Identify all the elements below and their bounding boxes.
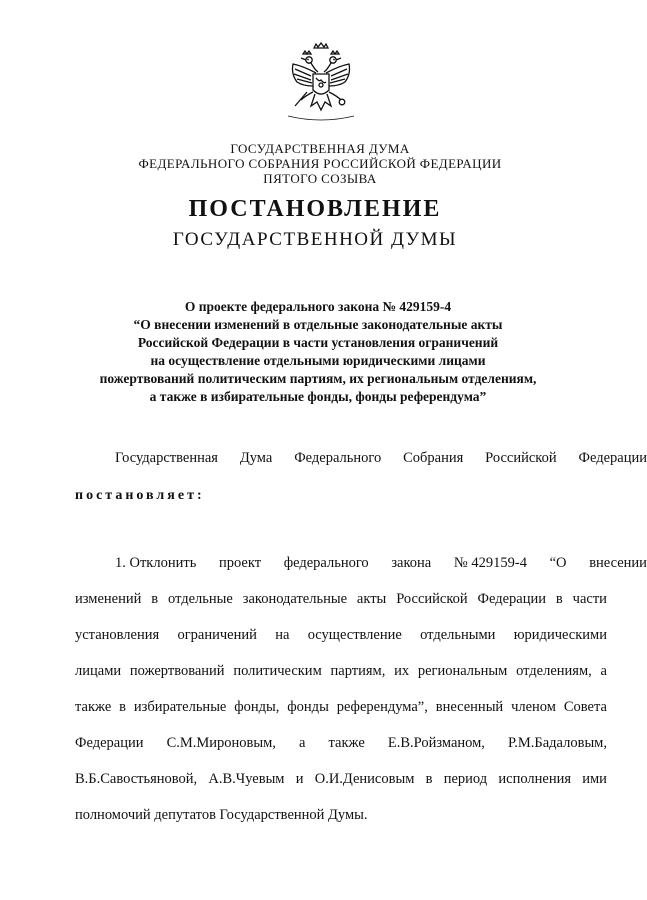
word: части <box>572 591 607 607</box>
word: партиям, <box>330 663 386 679</box>
word: Российской <box>396 591 468 607</box>
word: членом <box>511 699 556 715</box>
word: избирательные <box>133 699 227 715</box>
word: акты <box>356 591 387 607</box>
word: изменений <box>75 591 142 607</box>
document-title: ПОСТАНОВЛЕНИЕ <box>188 196 442 222</box>
word: в <box>119 699 126 715</box>
word: отделениям, <box>516 663 592 679</box>
item-1-line <box>75 662 607 680</box>
word: “О <box>549 555 567 571</box>
word: осуществление <box>307 627 402 643</box>
word: С.М.Мироновым, <box>166 735 276 751</box>
word: а <box>299 735 306 751</box>
word: юридическими <box>513 627 607 643</box>
word: региональным <box>417 663 508 679</box>
word: Р.М.Бадаловым, <box>508 735 607 751</box>
item-1-line <box>75 554 647 572</box>
preamble-word: Собрания <box>403 450 464 466</box>
word: Федерации <box>75 735 144 751</box>
word: ограничений <box>177 627 257 643</box>
word: А.В.Чуевым <box>208 771 285 787</box>
resolves-word: постановляет: <box>75 488 205 503</box>
word: период <box>443 771 488 787</box>
word: 1. Отклонить <box>115 555 197 571</box>
word: в <box>555 591 563 607</box>
word: исполнения <box>498 771 572 787</box>
state-emblem-icon <box>285 42 357 124</box>
word: Е.В.Ройзманом, <box>387 735 485 751</box>
word: проект <box>218 555 262 571</box>
word: референдума”, <box>336 699 428 715</box>
word: пожертвований <box>129 663 225 679</box>
word: внесенный <box>435 699 504 715</box>
word: также <box>75 699 112 715</box>
subject-line: пожертвований политическим партиям, их региональным отделениям, <box>99 371 537 386</box>
convocation: ПЯТОГО СОЗЫВА <box>263 171 377 186</box>
word: в <box>425 771 433 787</box>
item-1-line <box>75 698 607 716</box>
word: законодательные <box>242 591 348 607</box>
word: В.Б.Савостьяновой, <box>75 771 198 787</box>
item-1-line <box>75 770 607 788</box>
word: фонды <box>287 699 329 715</box>
word: в <box>151 591 159 607</box>
word: также <box>328 735 365 751</box>
word: установления <box>75 627 160 643</box>
subject-line: О проекте федерального закона № 429159-4 <box>184 299 452 314</box>
word: внесении <box>589 555 647 571</box>
word: политическим <box>233 663 322 679</box>
word: лицами <box>75 663 122 679</box>
subject-line: на осуществление отдельными юридическими лицами <box>150 353 486 368</box>
word: и <box>295 771 304 787</box>
word: отдельными <box>420 627 496 643</box>
word: а <box>600 663 607 679</box>
document-subtitle: ГОСУДАРСТВЕННОЙ ДУМЫ <box>172 229 458 250</box>
org-name-line1: ГОСУДАРСТВЕННАЯ ДУМА <box>230 141 410 156</box>
subject-line: Российской Федерации в части установления ограничений <box>137 335 499 350</box>
word: Федерации <box>477 591 547 607</box>
org-name-line2: ФЕДЕРАЛЬНОГО СОБРАНИЯ РОССИЙСКОЙ ФЕДЕРАЦИИ <box>138 156 502 171</box>
preamble-word: Государственная <box>115 450 218 466</box>
item-1-line <box>75 590 607 608</box>
word: ими <box>582 771 607 787</box>
word: закона <box>391 555 432 571</box>
word: № 429159-4 <box>453 555 527 571</box>
preamble-paragraph <box>75 449 647 467</box>
subject-line: “О внесении изменений в отдельные законодательные акты <box>133 317 503 332</box>
preamble-word: Российской <box>485 450 557 466</box>
resolution-subject <box>0 298 636 406</box>
item-1-line: полномочий депутатов Государственной Думы. <box>75 807 368 823</box>
item-1-line <box>75 626 607 644</box>
word: фонды, <box>234 699 280 715</box>
word: Совета <box>563 699 607 715</box>
item-1-line <box>75 734 607 752</box>
subject-line: а также в избирательные фонды, фонды референдума” <box>149 389 487 404</box>
word: на <box>275 627 290 643</box>
word: федерального <box>283 555 369 571</box>
preamble-word: Федерации <box>578 450 647 466</box>
preamble-word: Федерального <box>294 450 382 466</box>
preamble-word: Дума <box>239 450 273 466</box>
word: отдельные <box>168 591 233 607</box>
word: их <box>394 663 410 679</box>
word: О.И.Денисовым <box>314 771 415 787</box>
